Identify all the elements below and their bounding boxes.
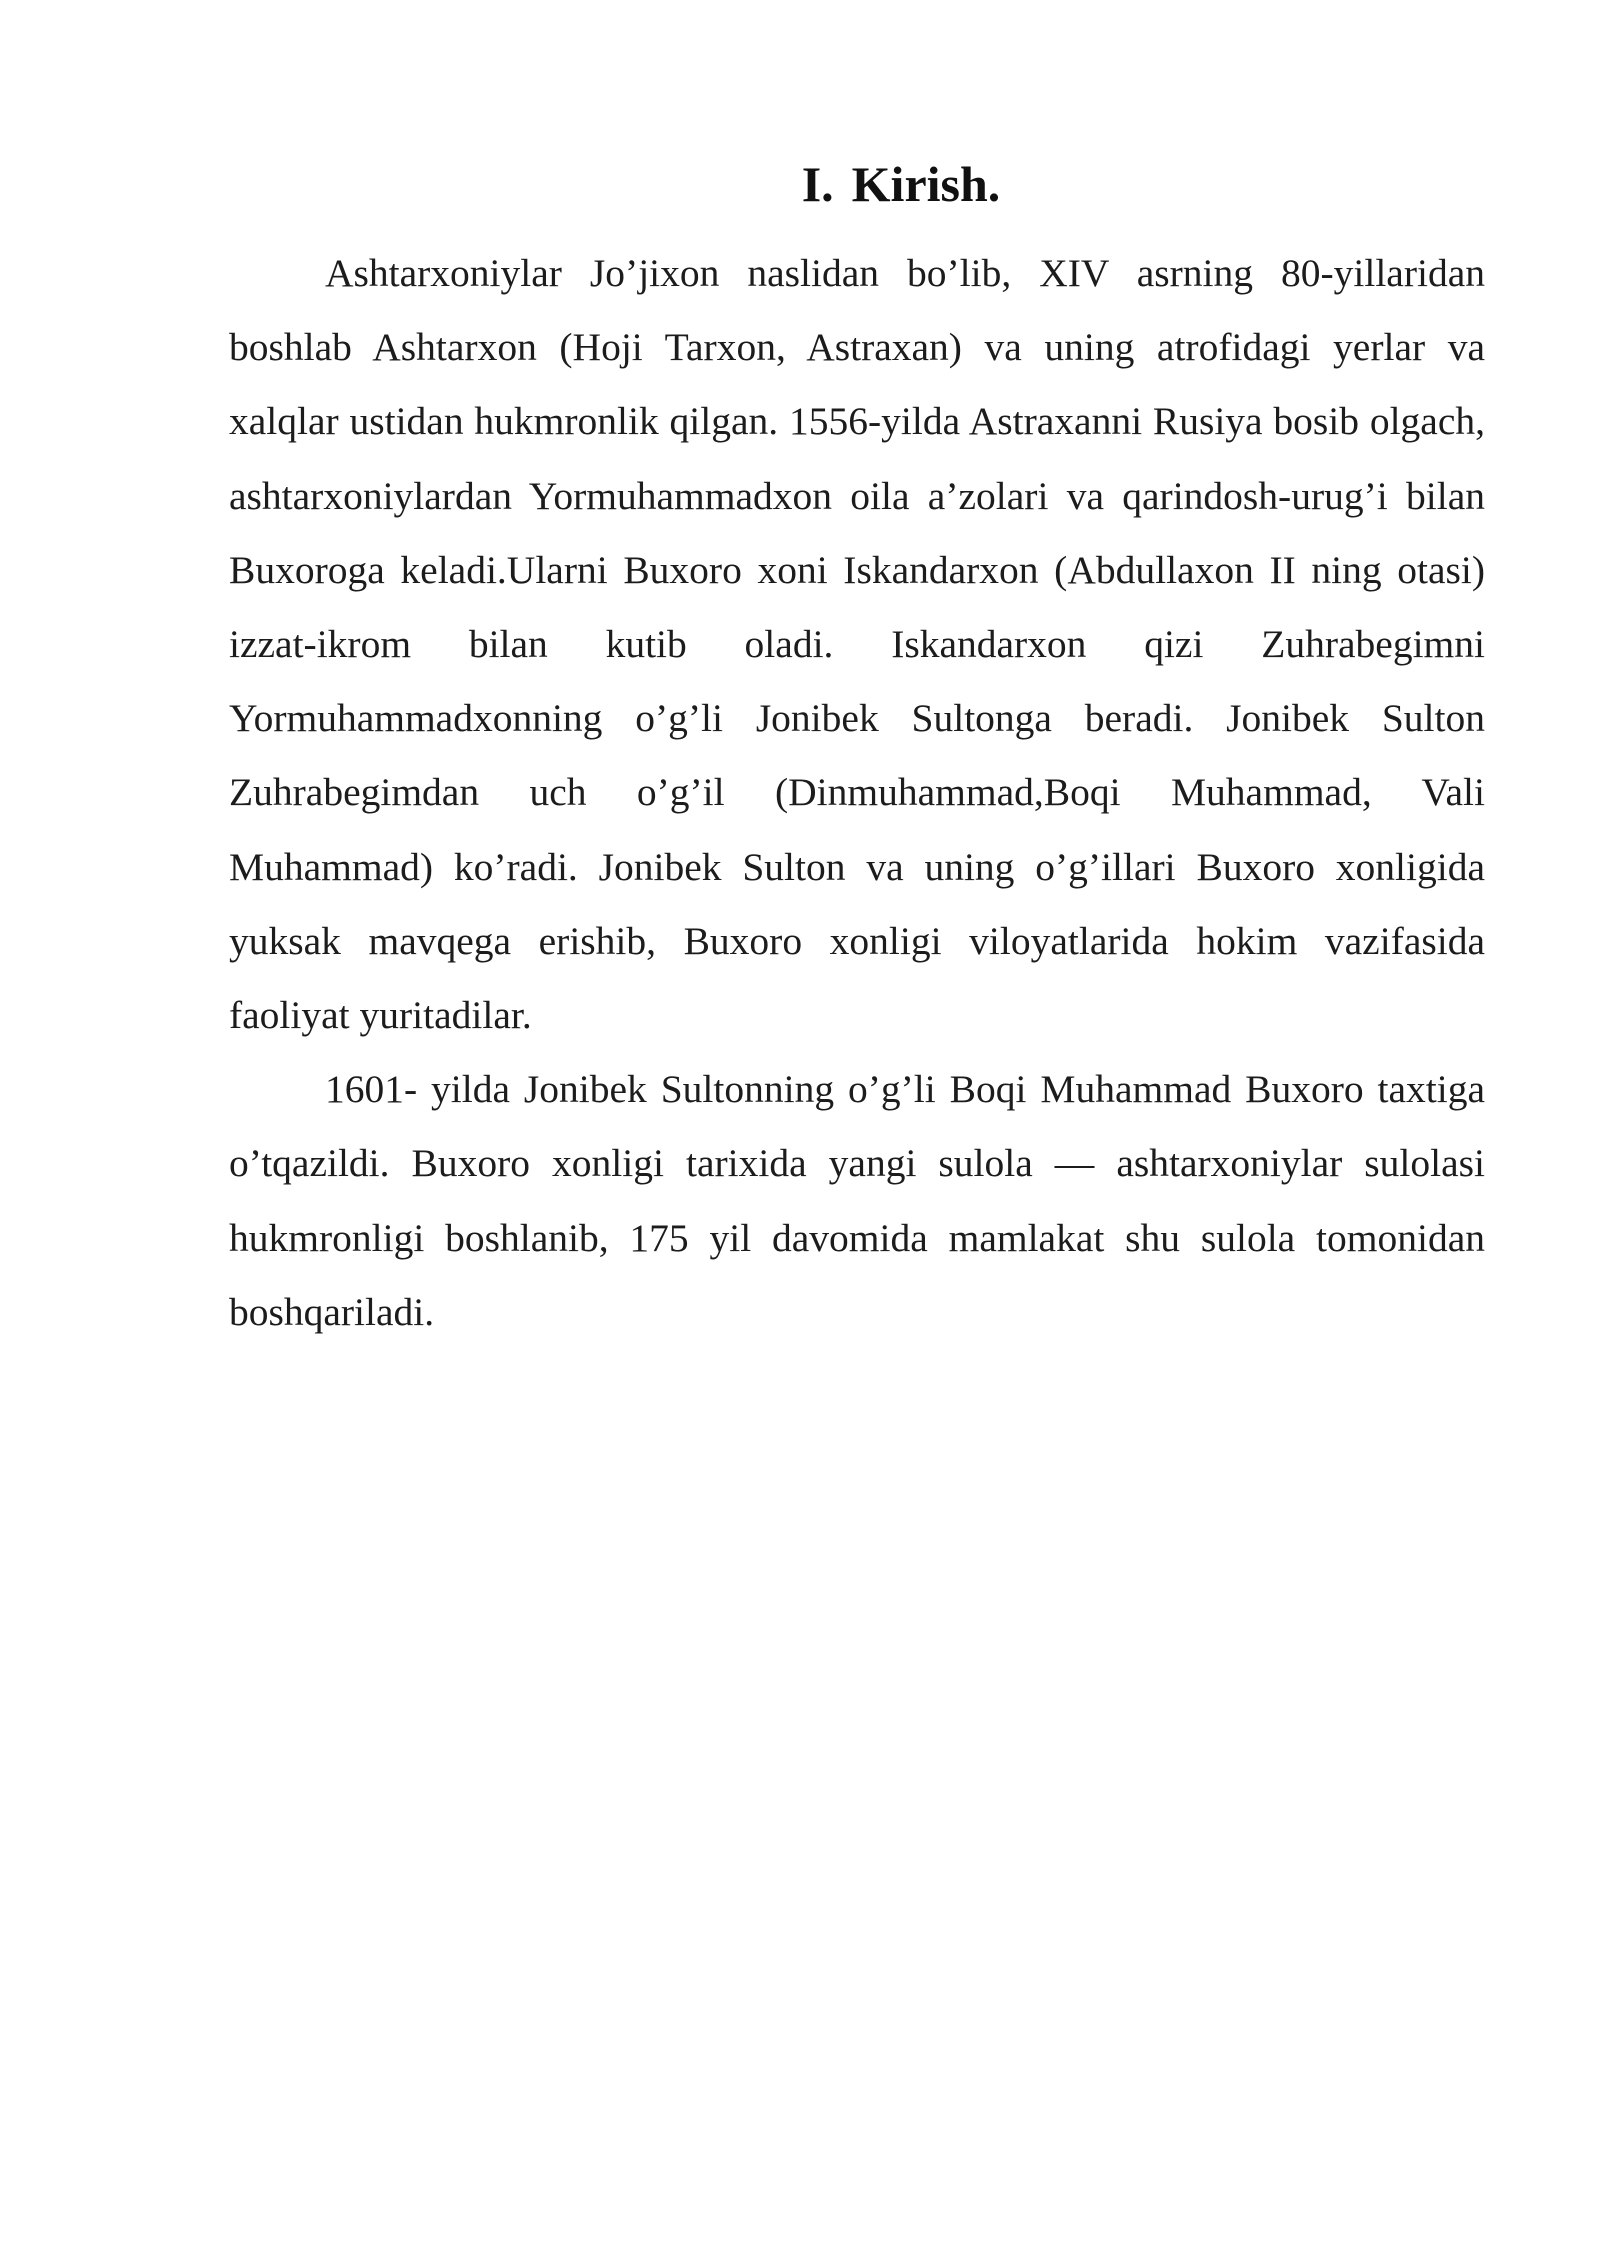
body-text xyxy=(229,236,1485,1349)
paragraph-1: Ashtarxoniylar Jo’jixon naslidan bo’lib, XIV asrning 80-yillaridan boshlab Ashtarxon (Hoji Tarxon, Astraxan) va uning atrofidagi yerlar va xalqlar ustidan hukmronlik qilgan. 1556-yilda Astraxanni Rusiya bosib olgach, ashtarxoniylardan Yormuhammadxon oila a’zolari va qarindosh-urug’i bilan Buxoroga keladi.Ularni Buxoro xoni Iskandarxon (Abdullaxon II ning otasi) izzat-ikrom bilan kutib oladi. Iskandarxon qizi Zuhrabegimni Yormuhammadxonning o’g’li Jonibek Sultonga beradi. Jonibek Sulton Zuhrabegimdan uch o’g’il (Dinmuhammad,Boqi Muhammad, Vali Muhammad) ko’radi. Jonibek Sulton va uning o’g’illari Buxoro xonligida yuksak mavqega erishib, Buxoro xonligi viloyatlarida hokim vazifasida faoliyat yuritadilar. xyxy=(229,251,1485,1038)
paragraph-2: 1601- yilda Jonibek Sultonning o’g’li Boqi Muhammad Buxoro taxtiga o’tqazildi. Buxoro xonligi tarixida yangi sulola — ashtarxoniylar sulolasi hukmronligi boshlanib, 175 yil davomida mamlakat shu sulola tomonidan boshqariladi. xyxy=(229,1067,1485,1334)
section-heading xyxy=(0,152,1600,216)
section-title: Kirish. xyxy=(851,156,1001,212)
section-number: I. xyxy=(801,156,834,212)
